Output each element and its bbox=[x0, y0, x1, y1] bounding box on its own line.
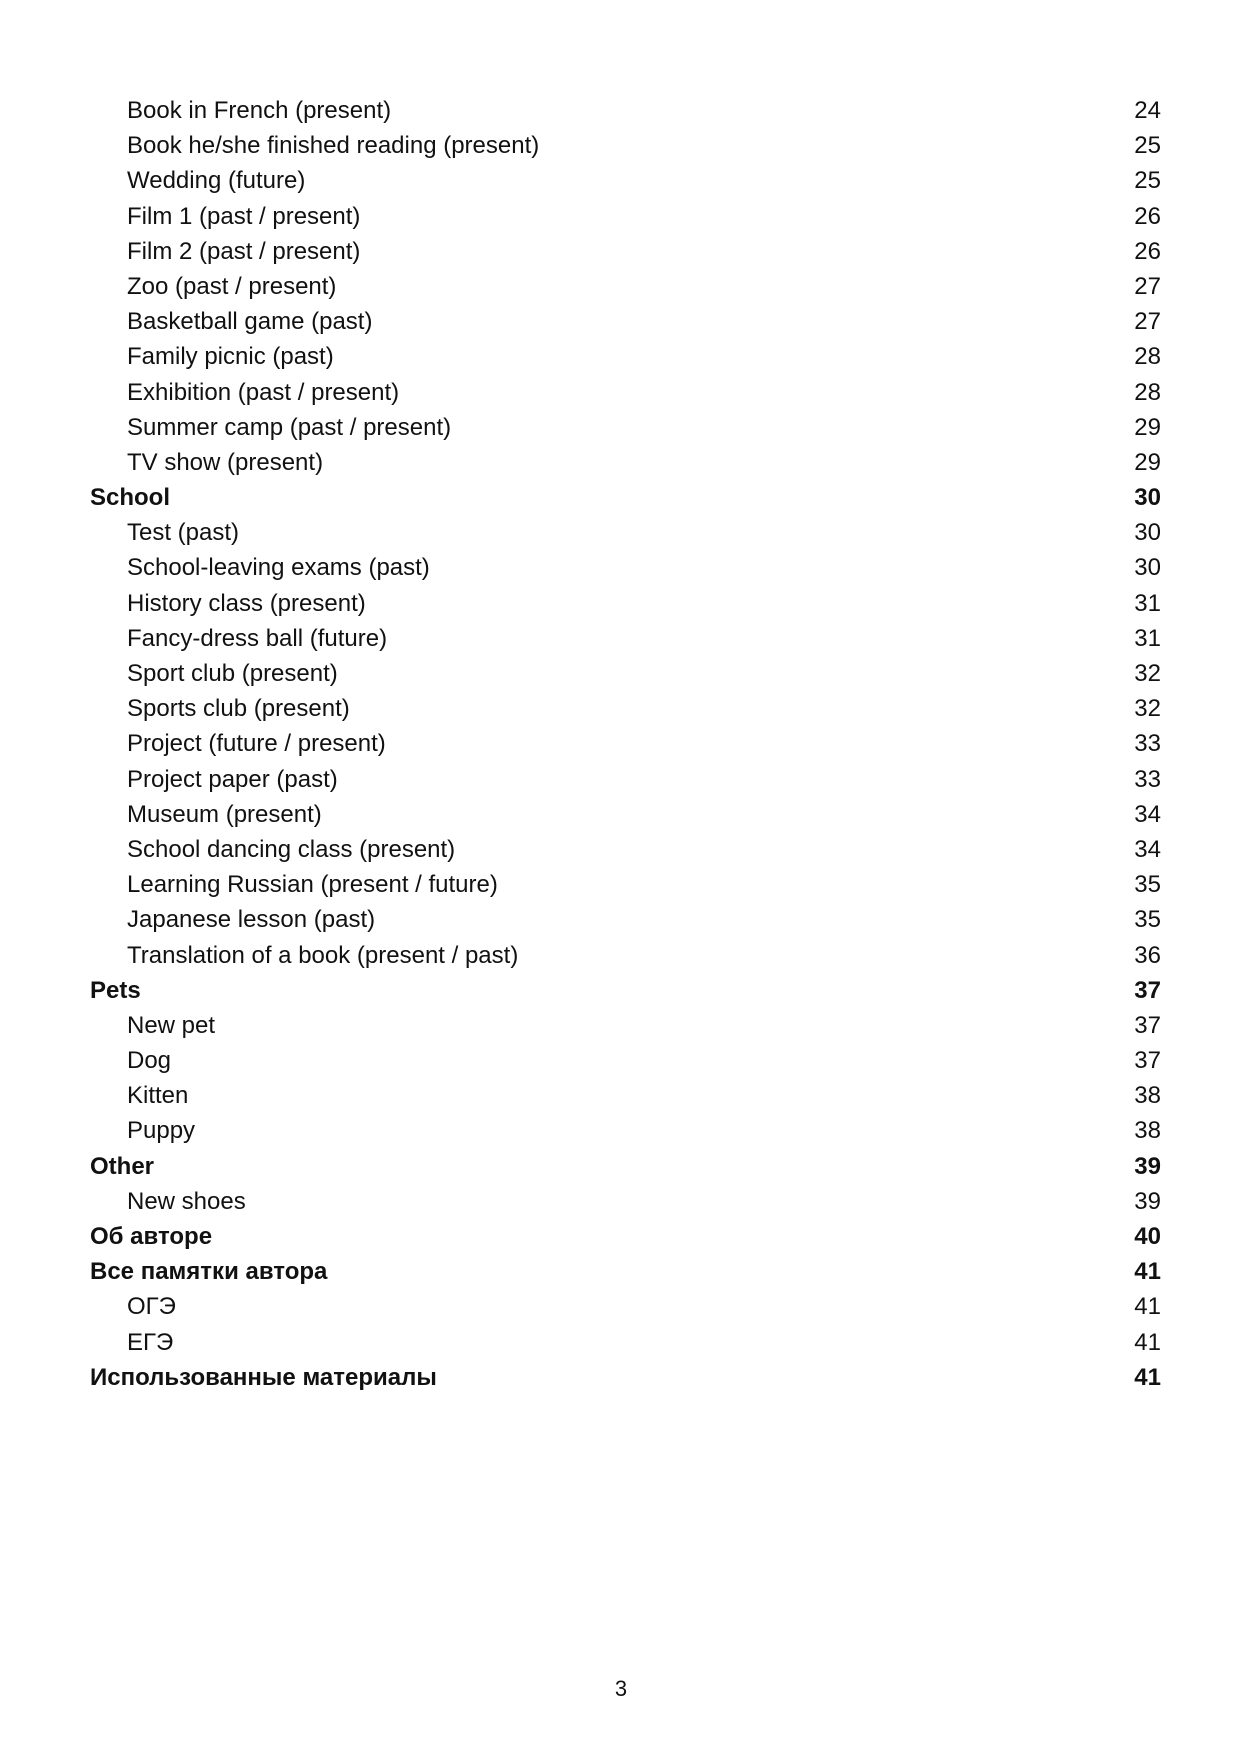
toc-entry-title: Translation of a book (present / past) bbox=[127, 941, 519, 969]
page-number: 3 bbox=[614, 1676, 628, 1701]
toc-entry[interactable] bbox=[0, 199, 1242, 234]
toc-entry[interactable] bbox=[0, 128, 1242, 163]
toc-entry[interactable] bbox=[0, 339, 1242, 374]
toc-section-page: 40 bbox=[1134, 1223, 1161, 1250]
toc-entry[interactable] bbox=[0, 621, 1242, 656]
toc-section-page: 41 bbox=[1134, 1363, 1161, 1391]
toc-entry-title: Zoo (past / present) bbox=[127, 272, 337, 300]
toc-section[interactable] bbox=[0, 1254, 1242, 1289]
toc-entry[interactable] bbox=[0, 1078, 1242, 1113]
toc-section[interactable] bbox=[0, 1149, 1242, 1184]
toc-entry-title: ЕГЭ bbox=[127, 1328, 174, 1356]
toc-entry[interactable] bbox=[0, 93, 1242, 128]
toc-section-title: Использованные материалы bbox=[90, 1363, 437, 1391]
toc-entry-title: Wedding (future) bbox=[127, 167, 306, 195]
toc-entry-page: 35 bbox=[1134, 906, 1161, 934]
toc-section-title: Other bbox=[90, 1152, 155, 1180]
toc-entry-page: 27 bbox=[1134, 308, 1161, 336]
toc-entry[interactable] bbox=[0, 1325, 1242, 1360]
toc-entry-title: Family picnic (past) bbox=[127, 343, 334, 371]
toc-entry-title: Exhibition (past / present) bbox=[127, 378, 400, 406]
toc-entry-page: 26 bbox=[1134, 237, 1161, 265]
toc-section-title: Об авторе bbox=[90, 1223, 213, 1250]
toc-entry[interactable] bbox=[0, 1043, 1242, 1078]
toc-entry-title: Summer camp (past / present) bbox=[127, 413, 452, 441]
toc-entry[interactable] bbox=[0, 902, 1242, 937]
toc-entry-page: 30 bbox=[1134, 554, 1161, 582]
toc-entry-title: Dog bbox=[127, 1047, 172, 1075]
toc-entry-title: Basketball game (past) bbox=[127, 308, 373, 336]
toc-entry-page: 41 bbox=[1134, 1328, 1161, 1356]
toc-entry-page: 29 bbox=[1134, 413, 1161, 441]
toc-entry[interactable] bbox=[0, 762, 1242, 797]
toc-entry[interactable] bbox=[0, 375, 1242, 410]
toc-section[interactable] bbox=[0, 1219, 1242, 1254]
toc-entry-title: New pet bbox=[127, 1011, 216, 1039]
toc-entry[interactable] bbox=[0, 726, 1242, 761]
toc-entry-title: Project (future / present) bbox=[127, 730, 386, 758]
toc-entry-page: 36 bbox=[1134, 941, 1161, 969]
toc-entry-title: Book he/she finished reading (present) bbox=[127, 132, 540, 160]
toc-entry-page: 38 bbox=[1134, 1117, 1161, 1145]
toc-entry[interactable] bbox=[0, 234, 1242, 269]
toc-entry-page: 39 bbox=[1134, 1187, 1161, 1215]
toc-entry[interactable] bbox=[0, 1113, 1242, 1148]
toc-entry-page: 25 bbox=[1134, 167, 1161, 195]
toc-entry[interactable] bbox=[0, 797, 1242, 832]
toc-entry-page: 34 bbox=[1134, 835, 1161, 863]
toc-entry[interactable] bbox=[0, 163, 1242, 198]
toc-entry[interactable] bbox=[0, 691, 1242, 726]
toc-section[interactable] bbox=[0, 973, 1242, 1008]
toc-entry[interactable] bbox=[0, 867, 1242, 902]
toc-entry[interactable] bbox=[0, 304, 1242, 339]
toc-entry-page: 32 bbox=[1134, 695, 1161, 723]
toc-entry-title: TV show (present) bbox=[127, 448, 324, 476]
toc-entry-title: School-leaving exams (past) bbox=[127, 554, 430, 582]
toc-section-page: 41 bbox=[1134, 1258, 1161, 1286]
toc-entry-title: ОГЭ bbox=[127, 1293, 176, 1321]
toc-entry-page: 33 bbox=[1134, 730, 1161, 758]
toc-section-page: 30 bbox=[1134, 484, 1161, 512]
table-of-contents bbox=[0, 93, 1242, 1395]
toc-entry-page: 31 bbox=[1134, 589, 1161, 617]
toc-section-title: Все памятки автора bbox=[90, 1258, 328, 1286]
toc-entry-title: Sport club (present) bbox=[127, 660, 338, 687]
toc-entry[interactable] bbox=[0, 938, 1242, 973]
toc-entry-page: 28 bbox=[1134, 378, 1161, 406]
toc-entry-title: Kitten bbox=[127, 1082, 189, 1110]
toc-entry-title: New shoes bbox=[127, 1187, 246, 1215]
toc-entry-title: Test (past) bbox=[127, 519, 240, 547]
toc-entry-title: School dancing class (present) bbox=[127, 835, 456, 863]
toc-entry-page: 37 bbox=[1134, 1011, 1161, 1039]
toc-entry-title: Book in French (present) bbox=[127, 97, 392, 124]
toc-entry[interactable] bbox=[0, 445, 1242, 480]
toc-entry[interactable] bbox=[0, 515, 1242, 550]
toc-entry-page: 24 bbox=[1134, 97, 1161, 124]
toc-section-title: School bbox=[90, 484, 171, 512]
toc-entry[interactable] bbox=[0, 550, 1242, 585]
toc-entry-title: Learning Russian (present / future) bbox=[127, 871, 498, 899]
toc-entry-title: Museum (present) bbox=[127, 800, 322, 828]
toc-entry[interactable] bbox=[0, 832, 1242, 867]
toc-entry[interactable] bbox=[0, 1184, 1242, 1219]
toc-entry-page: 29 bbox=[1134, 448, 1161, 476]
toc-entry[interactable] bbox=[0, 1008, 1242, 1043]
toc-entry-title: Film 2 (past / present) bbox=[127, 237, 361, 265]
toc-section[interactable] bbox=[0, 480, 1242, 515]
toc-entry-page: 28 bbox=[1134, 343, 1161, 371]
toc-section[interactable] bbox=[0, 1360, 1242, 1395]
toc-entry-title: Puppy bbox=[127, 1117, 196, 1145]
toc-entry-title: Project paper (past) bbox=[127, 765, 338, 793]
toc-entry-title: Japanese lesson (past) bbox=[127, 906, 376, 934]
toc-section-page: 37 bbox=[1134, 976, 1161, 1004]
toc-entry-page: 37 bbox=[1134, 1047, 1161, 1075]
toc-entry-title: History class (present) bbox=[127, 589, 366, 617]
toc-section-title: Pets bbox=[90, 976, 141, 1004]
toc-entry[interactable] bbox=[0, 656, 1242, 691]
toc-entry[interactable] bbox=[0, 586, 1242, 621]
toc-entry-title: Sports club (present) bbox=[127, 695, 350, 723]
toc-entry[interactable] bbox=[0, 269, 1242, 304]
toc-entry-title: Fancy-dress ball (future) bbox=[127, 624, 388, 652]
toc-entry-page: 26 bbox=[1134, 202, 1161, 230]
toc-section-page: 39 bbox=[1134, 1152, 1161, 1180]
toc-entry-page: 41 bbox=[1134, 1293, 1161, 1321]
toc-entry-title: Film 1 (past / present) bbox=[127, 202, 361, 230]
toc-entry-page: 35 bbox=[1134, 871, 1161, 899]
toc-entry[interactable] bbox=[0, 1289, 1242, 1324]
toc-entry[interactable] bbox=[0, 410, 1242, 445]
toc-entry-page: 27 bbox=[1134, 272, 1161, 300]
toc-entry-page: 30 bbox=[1134, 519, 1161, 547]
toc-entry-page: 31 bbox=[1134, 624, 1161, 652]
toc-entry-page: 38 bbox=[1134, 1082, 1161, 1110]
toc-entry-page: 32 bbox=[1134, 660, 1161, 687]
toc-entry-page: 33 bbox=[1134, 765, 1161, 793]
toc-entry-page: 25 bbox=[1134, 132, 1161, 160]
toc-entry-page: 34 bbox=[1134, 800, 1161, 828]
